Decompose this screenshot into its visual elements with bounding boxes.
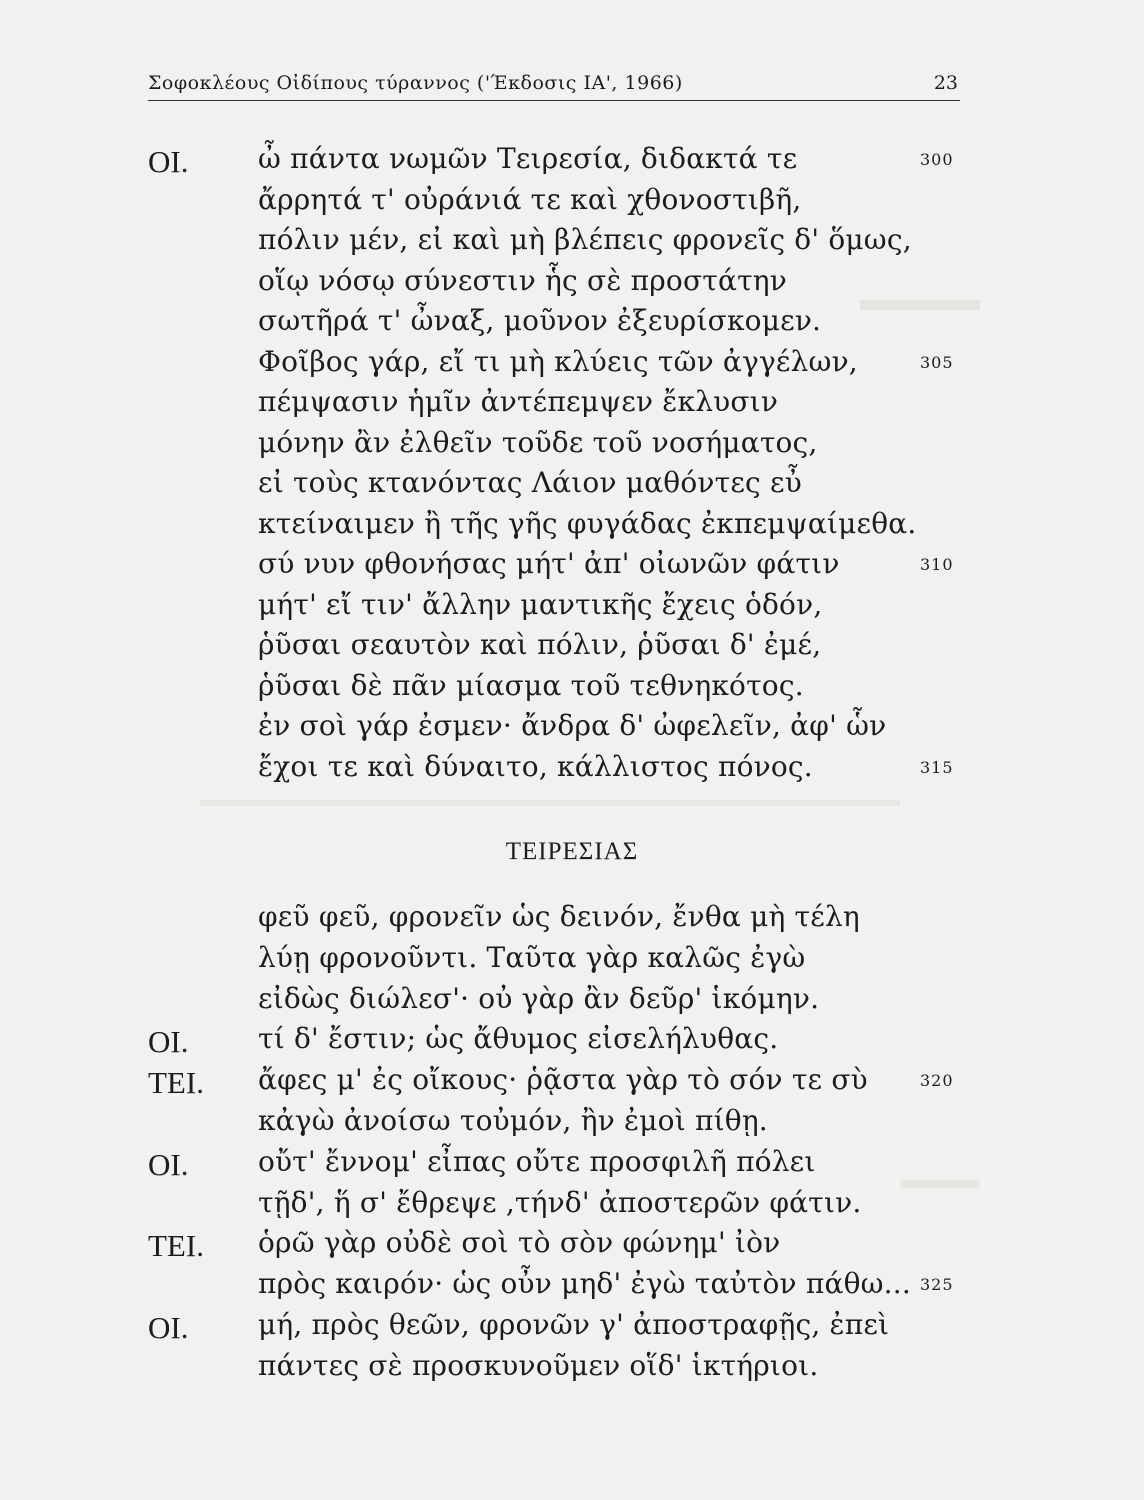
verse-text: ὦ πάντα νωμῶν Τειρεσία, διδακτά τε [258, 142, 798, 175]
verse-text: ἐν σοὶ γάρ ἐσμεν· ἄνδρα δ' ὠφελεῖν, ἀφ' ὧν [258, 709, 887, 742]
line-number: 300 [920, 150, 954, 169]
speaker-label: ΟΙ. [148, 1024, 189, 1060]
verse-text: εἰ τοὺς κτανόντας Λάιον μαθόντες εὖ [258, 466, 802, 499]
verse-line [0, 707, 1144, 753]
verse-line [0, 221, 1144, 267]
verse-text: οἵῳ νόσῳ σύνεστιν ἧς σὲ προστάτην [258, 263, 787, 297]
verse-text: σωτῆρά τ' ὦναξ, μοῦνον ἐξευρίσκομεν. [258, 304, 822, 337]
line-number: 305 [920, 352, 954, 372]
speaker-label: ΤΕΙ. [148, 1065, 204, 1101]
verse-text: Φοῖβος γάρ, εἴ τι μὴ κλύεις τῶν ἀγγέλων, [258, 344, 858, 378]
verse-line [0, 939, 1144, 985]
verse-line [0, 748, 1144, 794]
verse-text: πάντες σὲ προσκυνοῦμεν οἵδ' ἱκτήριοι. [258, 1348, 819, 1382]
verse-line [0, 343, 1144, 389]
verse-line [0, 181, 1144, 227]
verse-text: πρὸς καιρόν· ὡς οὖν μηδ' ἐγὼ ταὐτὸν πάθω... [258, 1267, 911, 1301]
verse-line [0, 545, 1144, 591]
verse-text: ὁρῶ γὰρ οὐδὲ σοὶ τὸ σὸν φώνημ' ἰὸν [258, 1226, 781, 1260]
verse-line [0, 1306, 1144, 1352]
verse-line [0, 898, 1144, 944]
verse-text: λύῃ φρονοῦντι. Ταῦτα γὰρ καλῶς ἐγὼ [258, 940, 806, 974]
verse-line [0, 1347, 1144, 1393]
verse-text: οὔτ' ἔννομ' εἶπας οὔτε προσφιλῆ πόλει [258, 1144, 816, 1178]
verse-text: φεῦ φεῦ, φρονεῖν ὡς δεινόν, ἔνθα μὴ τέλη [258, 900, 860, 933]
verse-line [0, 424, 1144, 470]
verse-line [0, 1184, 1144, 1230]
verse-line [0, 262, 1144, 308]
verse-text: κτείναιμεν ἢ τῆς γῆς φυγάδας ἐκπεμψαίμεθα. [258, 506, 917, 540]
verse-text: τῇδ', ἥ σ' ἔθρεψε ,τήνδ' ἀποστερῶν φάτιν. [258, 1185, 862, 1219]
speaker-label: ΟΙ. [148, 144, 189, 179]
verse-line [0, 1265, 1144, 1311]
verse-text: ῥῦσαι δὲ πᾶν μίασμα τοῦ τεθνηκότος. [258, 668, 804, 702]
verse-line [0, 626, 1144, 672]
speaker-label: ΟΙ. [148, 1310, 189, 1345]
page-number: 23 [933, 72, 958, 94]
verse-text: εἰδὼς διώλεσ'· οὐ γὰρ ἂν δεῦρ' ἱκόμην. [258, 981, 820, 1015]
verse-text: ἄφες μ' ἐς οἴκους· ῥᾷστα γὰρ τὸ σόν τε σὺ [258, 1063, 868, 1097]
verse-text: τί δ' ἔστιν; ὡς ἄθυμος εἰσελήλυθας. [258, 1022, 779, 1056]
verse-text: ἔχοι τε καὶ δύναιτο, κάλλιστος πόνος. [258, 749, 813, 783]
verse-line [0, 1224, 1144, 1270]
verse-line [0, 505, 1144, 551]
verse-line [0, 302, 1144, 348]
verse-line [0, 1020, 1144, 1066]
verse-text: μή, πρὸς θεῶν, φρονῶν γ' ἀποστραφῇς, ἐπεὶ [258, 1308, 890, 1341]
verse-line [0, 140, 1144, 186]
verse-text: ἄρρητά τ' οὐράνιά τε καὶ χθονοστιβῆ, [258, 182, 802, 216]
verse-text: ῥῦσαι σεαυτὸν καὶ πόλιν, ῥῦσαι δ' ἐμέ, [258, 628, 822, 661]
verse-line [0, 667, 1144, 713]
verse-line [0, 1061, 1144, 1107]
verse-line [0, 1143, 1144, 1189]
verse-line [0, 464, 1144, 510]
line-number: 315 [920, 757, 954, 777]
verse-text: μήτ' εἴ τιν' ἄλλην μαντικῆς ἔχεις ὁδόν, [258, 587, 823, 621]
verse-line [0, 383, 1144, 429]
character-heading: ΤΕΙΡΕΣΙΑΣ [505, 838, 639, 865]
verse-line [0, 1102, 1144, 1148]
line-number: 310 [920, 555, 954, 574]
verse-line [0, 980, 1144, 1026]
line-number: 320 [920, 1071, 954, 1091]
speaker-label: ΤΕΙ. [148, 1228, 204, 1264]
verse-text: σύ νυν φθονήσας μήτ' ἀπ' οἰωνῶν φάτιν [258, 547, 840, 580]
speaker-label: ΟΙ. [148, 1146, 189, 1182]
verse-text: πέμψασιν ἡμῖν ἀντέπεμψεν ἔκλυσιν [258, 385, 779, 418]
line-number: 325 [920, 1275, 954, 1295]
verse-text: πόλιν μέν, εἰ καὶ μὴ βλέπεις φρονεῖς δ' ὅμως, [258, 223, 912, 256]
verse-text: κἀγὼ ἀνοίσω τοὐμόν, ἢν ἐμοὶ πίθῃ. [258, 1104, 768, 1137]
verse-line [0, 586, 1144, 632]
header-title: Σοφοκλέους Οἰδίπους τύραννος ('Έκδοσις ΙΑ', 1966) [148, 72, 683, 94]
verse-text: μόνην ἂν ἐλθεῖν τοῦδε τοῦ νοσήματος, [258, 425, 818, 459]
running-header [148, 70, 960, 101]
